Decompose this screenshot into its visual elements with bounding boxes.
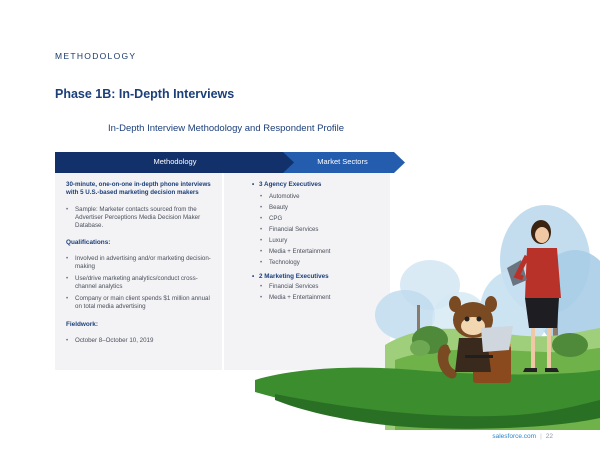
page-title: Phase 1B: In-Depth Interviews <box>55 87 235 101</box>
list-item: • Sample: Marketer contacts sourced from the Advertiser Perceptions Media Decision Maker Database. <box>66 206 218 230</box>
fieldwork-list <box>66 337 218 345</box>
list-item: • Automotive <box>260 191 392 202</box>
footer <box>492 433 553 440</box>
page-number: 22 <box>545 433 553 440</box>
list-item: • Involved in advertising and/or marketing decision-making <box>66 255 218 271</box>
methodology-lead: 30-minute, one-on-one in-depth phone interviews with 5 U.S.-based marketing decision makers <box>66 181 211 196</box>
list-item: • Use/drive marketing analytics/conduct cross-channel analytics <box>66 275 218 291</box>
qualifications-heading: Qualifications: <box>66 239 111 246</box>
fieldwork-heading: Fieldwork: <box>66 321 98 328</box>
header-methodology-label: Methodology <box>153 157 197 166</box>
marketing-executives-label: • 2 Marketing Executives <box>252 273 392 280</box>
foreground-grass <box>255 368 600 429</box>
header-bar <box>55 152 405 173</box>
footer-brand-link[interactable]: salesforce.com <box>492 433 537 440</box>
methodology-lead-bullets <box>66 206 218 230</box>
header-market-sectors-label: Market Sectors <box>317 157 368 166</box>
list-item: • Company or main client spends $1 million annual on total media advertising <box>66 295 218 311</box>
market-sectors-content <box>252 181 392 303</box>
methodology-content <box>66 181 218 345</box>
list-item: • CPG <box>260 213 392 224</box>
list-item: • Financial Services <box>260 224 392 235</box>
marketing-sectors-list <box>260 281 392 303</box>
list-item: • October 8–October 10, 2019 <box>66 337 218 345</box>
agency-executives-label: • 3 Agency Executives <box>252 181 392 188</box>
list-item: • Beauty <box>260 202 392 213</box>
list-item: • Media + Entertainment <box>260 292 392 303</box>
list-item: • Financial Services <box>260 281 392 292</box>
footer-divider: | <box>540 433 542 440</box>
qualifications-list <box>66 255 218 311</box>
list-item: • Luxury <box>260 235 392 246</box>
subtitle: In-Depth Interview Methodology and Respondent Profile <box>108 123 345 134</box>
list-item: • Technology <box>260 257 392 268</box>
list-item: • Media + Entertainment <box>260 246 392 257</box>
section-label: METHODOLOGY <box>55 51 137 61</box>
agency-sectors-list <box>260 191 392 268</box>
